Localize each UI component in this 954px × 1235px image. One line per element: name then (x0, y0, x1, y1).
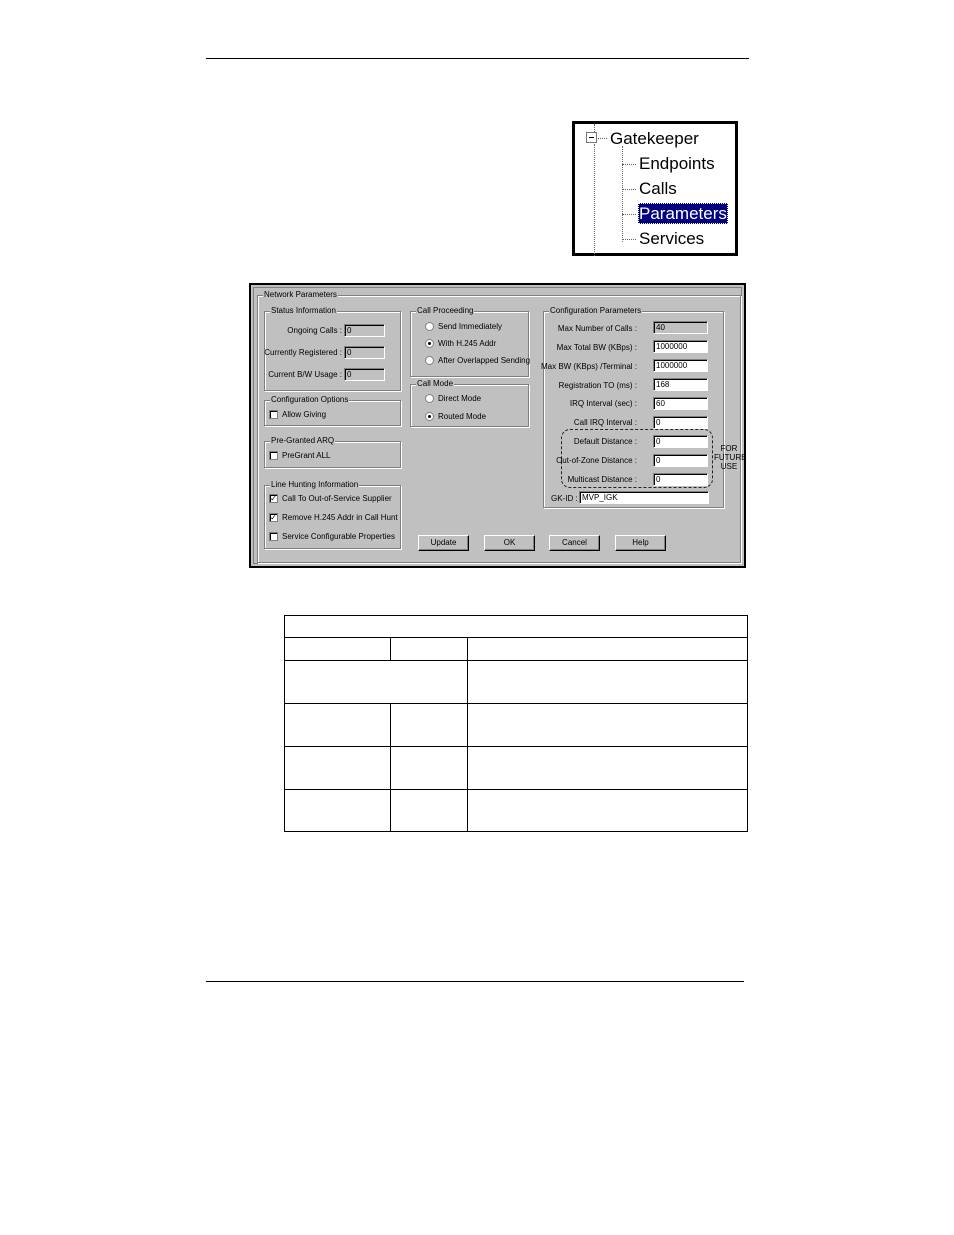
registration-ttl-field[interactable]: 168 (653, 378, 708, 391)
call-out-of-service-label: Call To Out-of-Service Supplier (282, 494, 392, 503)
cancel-button[interactable]: Cancel (549, 535, 600, 551)
remove-h245-label: Remove H.245 Addr in Call Hunt (282, 513, 398, 522)
call-mode-group (410, 379, 529, 427)
ongoing-calls-label: Ongoing Calls : (287, 326, 342, 335)
call-irq-interval-label: Call IRQ Interval : (573, 418, 637, 427)
tree-node-gatekeeper[interactable]: Gatekeeper (610, 129, 699, 148)
current-bw-usage-field: 0 (344, 368, 385, 381)
call-out-of-service-checkbox[interactable]: ✓ (270, 494, 277, 503)
table-row-4-col-2 (391, 790, 468, 831)
remove-h245-checkbox[interactable]: ✓ (270, 513, 277, 522)
multicast-distance-label: Multicast Distance : (567, 475, 637, 484)
direct-mode-radio[interactable] (425, 394, 434, 403)
ok-button[interactable]: OK (484, 535, 535, 551)
table-row-2-col-3 (468, 704, 747, 747)
tree-node-parameters[interactable]: Parameters (639, 204, 727, 223)
table-row-3-col-3 (468, 747, 747, 790)
table-header-col-1 (285, 638, 391, 661)
currently-registered-label: Currently Registered : (264, 348, 342, 357)
gatekeeper-tree-view (572, 121, 738, 256)
max-calls-field: 40 (653, 321, 708, 334)
table-row-2-col-2 (391, 704, 468, 747)
default-distance-field[interactable]: 0 (653, 435, 708, 448)
network-parameters-title: Network Parameters (264, 290, 337, 299)
out-of-zone-distance-field[interactable]: 0 (653, 454, 708, 467)
registration-ttl-label: Registration TO (ms) : (558, 381, 637, 390)
after-overlapped-sending-radio[interactable] (425, 356, 434, 365)
table-header-col-2 (391, 638, 468, 661)
configuration-options-group (264, 395, 401, 426)
table-row-3-col-1 (285, 747, 391, 790)
table-row-1-desc (468, 661, 747, 704)
with-h245-addr-radio[interactable] (425, 339, 434, 348)
routed-mode-label: Routed Mode (438, 412, 487, 421)
configuration-parameters-title: Configuration Parameters (550, 306, 642, 315)
collapse-icon[interactable] (586, 132, 597, 143)
future-use-line-1: FOR (720, 444, 738, 453)
configuration-options-title: Configuration Options (271, 395, 349, 404)
network-parameters-dialog (249, 283, 746, 568)
help-button[interactable]: Help (615, 535, 666, 551)
status-information-title: Status Information (271, 306, 336, 315)
service-configurable-label: Service Configurable Properties (282, 532, 395, 541)
future-use-line-3: USE (720, 462, 738, 471)
out-of-zone-distance-label: Out-of-Zone Distance : (556, 456, 637, 465)
send-immediately-radio[interactable] (425, 322, 434, 331)
line-hunting-title: Line Hunting Information (271, 480, 359, 489)
table-row-3-col-2 (391, 747, 468, 790)
irq-interval-field[interactable]: 60 (653, 397, 708, 410)
table-row-2-col-1 (285, 704, 391, 747)
pregrant-all-label: PreGrant ALL (282, 451, 331, 460)
parameters-table (284, 615, 748, 832)
send-immediately-label: Send Immediately (438, 322, 503, 331)
max-bw-terminal-label: Max BW (KBps) /Terminal : (540, 362, 637, 371)
update-button[interactable]: Update (418, 535, 469, 551)
call-irq-interval-field[interactable]: 0 (653, 416, 708, 429)
current-bw-usage-label: Current B/W Usage : (268, 370, 342, 379)
max-total-bw-field[interactable]: 1000000 (653, 340, 708, 353)
call-proceeding-title: Call Proceeding (417, 306, 474, 315)
status-information-group (264, 306, 401, 391)
max-bw-terminal-field[interactable]: 1000000 (653, 359, 708, 372)
header-rule (206, 58, 749, 59)
table-title-row (285, 616, 747, 638)
allow-giving-checkbox[interactable] (269, 410, 278, 419)
line-hunting-group (264, 480, 401, 549)
service-configurable-checkbox[interactable] (269, 532, 278, 541)
footer-rule (206, 981, 744, 982)
gk-id-field[interactable]: MVP_IGK (579, 491, 709, 504)
max-total-bw-label: Max Total BW (KBps) : (556, 343, 637, 352)
routed-mode-radio[interactable] (425, 412, 434, 421)
max-calls-label: Max Number of Calls : (557, 324, 637, 333)
currently-registered-field: 0 (344, 346, 385, 359)
future-use-line-2: FUTURE (714, 453, 747, 462)
after-overlapped-sending-label: After Overlapped Sending (438, 356, 531, 365)
ongoing-calls-field: 0 (344, 324, 385, 337)
table-row-4-col-1 (285, 790, 391, 831)
call-proceeding-group (410, 306, 531, 377)
pregranted-arq-group (264, 436, 401, 468)
table-row-1-merged (285, 661, 468, 704)
multicast-distance-field[interactable]: 0 (653, 473, 708, 486)
tree-node-calls[interactable]: Calls (639, 179, 677, 198)
direct-mode-label: Direct Mode (438, 394, 482, 403)
future-use-note (714, 444, 747, 471)
gk-id-label: GK-ID : (551, 494, 578, 503)
pregrant-all-checkbox[interactable] (269, 451, 278, 460)
table-header-col-3 (468, 638, 747, 661)
allow-giving-label: Allow Giving (282, 410, 327, 419)
tree-node-endpoints[interactable]: Endpoints (639, 154, 715, 173)
default-distance-label: Default Distance : (573, 437, 637, 446)
call-mode-title: Call Mode (417, 379, 454, 388)
table-row-4-col-3 (468, 790, 747, 831)
pregranted-arq-title: Pre-Granted ARQ (271, 436, 335, 445)
tree-node-services[interactable]: Services (639, 229, 705, 248)
irq-interval-label: IRQ Interval (sec) : (569, 399, 637, 408)
with-h245-addr-label: With H.245 Addr (438, 339, 497, 348)
